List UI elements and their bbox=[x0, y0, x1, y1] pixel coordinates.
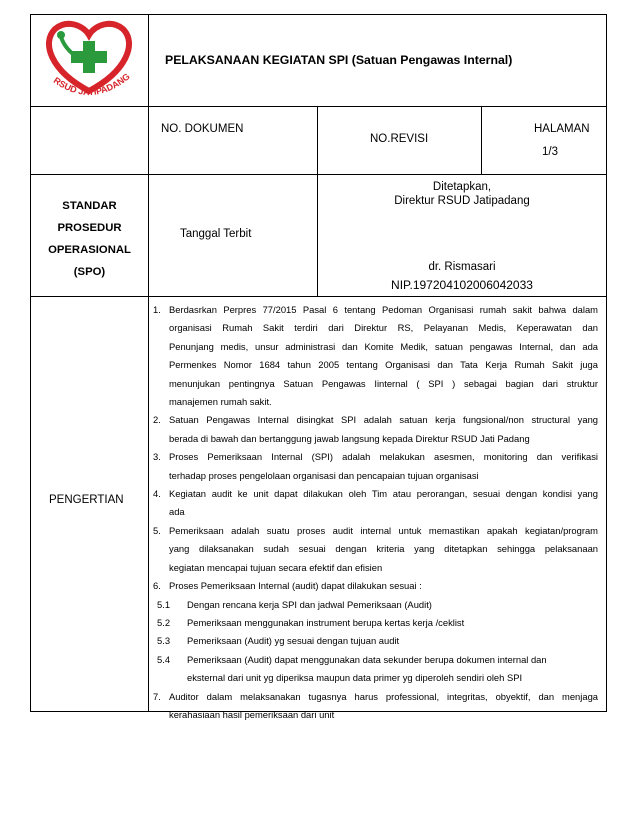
list-number: 1. bbox=[153, 304, 161, 315]
list-text: organisasi Rumah Sakit terdiri dari Direktur RS, Pelayanan Medis, Keperawatan dan bbox=[169, 322, 598, 334]
list-text: Auditor dalam melaksanakan tugasnya harus professional, integritas, obyektif, dan menjaga bbox=[169, 690, 598, 702]
list-line bbox=[153, 356, 598, 374]
spo-cell bbox=[31, 175, 149, 296]
list-text: Dengan rencana kerja SPI dan jadwal Pemeriksaan (Audit) bbox=[187, 598, 432, 610]
title-cell bbox=[149, 15, 606, 106]
list-text: berada di bawah dan bertanggung jawab langsung kepada Direktur RSUD Jati Padang bbox=[169, 432, 530, 444]
list-line bbox=[153, 706, 598, 724]
list-number: 5.2 bbox=[157, 616, 171, 628]
list-text: Proses Pemeriksaan Internal (SPI) adalah melakukan asesmen, monitoring dan verifikasi bbox=[169, 451, 598, 463]
list-number: 6. bbox=[153, 580, 161, 592]
list-number bbox=[153, 540, 169, 558]
sub-list-line bbox=[153, 651, 598, 669]
list-line bbox=[153, 540, 598, 558]
document-title: PELAKSANAAN KEGIATAN SPI (Satuan Pengawas Internal) bbox=[165, 53, 513, 67]
pengertian-row bbox=[31, 297, 606, 720]
list-line bbox=[153, 430, 598, 448]
list-line bbox=[153, 485, 598, 503]
list-text: terhadap proses pengelolaan organisasi dan pencapaian tujuan organisasi bbox=[169, 469, 479, 481]
list-number: 3. bbox=[153, 451, 161, 463]
list-text: manajemen rumah sakit. bbox=[169, 396, 272, 408]
list-line bbox=[153, 319, 598, 337]
halaman-label: HALAMAN bbox=[534, 123, 590, 135]
pengertian-label-cell bbox=[31, 297, 149, 711]
list-text: Kegiatan audit ke unit dapat dilakukan oleh Tim atau perorangan, sesuai dengan kondisi yang bbox=[169, 488, 598, 500]
list-text: Permenkes Nomor 1684 tahun 2005 tentang Organisasi dan Tata Kerja Rumah Sakit juga bbox=[169, 359, 598, 371]
list-text: Proses Pemeriksaan Internal (audit) dapat dilakukan sesuai : bbox=[169, 580, 422, 592]
spo-line-1: STANDAR bbox=[62, 200, 117, 212]
list-number bbox=[153, 393, 169, 411]
list-number bbox=[153, 375, 169, 393]
spo-line-4: (SPO) bbox=[73, 266, 106, 278]
list-number: 4. bbox=[153, 488, 161, 500]
list-number bbox=[153, 706, 169, 724]
list-line bbox=[153, 301, 598, 319]
signer-nip: NIP.197204102006042033 bbox=[391, 278, 533, 292]
list-text: Pemeriksaan (Audit) yg sesuai dengan tujuan audit bbox=[187, 635, 400, 647]
list-number bbox=[153, 669, 187, 687]
list-line bbox=[153, 503, 598, 521]
sub-list-line bbox=[153, 614, 598, 632]
ditetapkan-label: Ditetapkan, bbox=[432, 181, 492, 193]
logo-cell bbox=[31, 15, 149, 106]
list-line bbox=[153, 375, 598, 393]
no-revisi-cell bbox=[318, 107, 482, 174]
list-line bbox=[153, 559, 598, 577]
tanggal-terbit-label: Tanggal Terbit bbox=[180, 228, 252, 240]
tanggal-cell bbox=[149, 175, 318, 296]
list-number: 5. bbox=[153, 524, 161, 536]
list-text: eksternal dari unit yg diperiksa maupun data primer yg diperoleh sendiri oleh SPI bbox=[187, 672, 523, 684]
list-number bbox=[153, 338, 169, 356]
logo-text: RSUD JATIPADANG bbox=[51, 71, 132, 98]
pengertian-body bbox=[149, 297, 606, 724]
ditetapkan-cell bbox=[318, 175, 606, 296]
spo-line-3: OPERASIONAL bbox=[48, 244, 131, 256]
header-row bbox=[31, 15, 606, 107]
list-text: yang dilaksanakan sudah sesuai dengan kriteria yang ditetapkan sehingga pelaksanaan bbox=[169, 543, 598, 555]
sub-list-line bbox=[153, 632, 598, 650]
list-line bbox=[153, 522, 598, 540]
list-line bbox=[153, 688, 598, 706]
list-text: Penunjang medis, unsur administrasi dan Komite Medik, satuan pengawas Internal, dan ada bbox=[169, 340, 598, 352]
list-text: Satuan Pengawas Internal disingkat SPI adalah satuan kerja fungsional/non structural yang bbox=[169, 414, 598, 426]
list-number bbox=[153, 503, 169, 521]
signer-name: dr. Rismasari bbox=[428, 261, 496, 273]
list-text: kerahasiaan hasil pemeriksaan dari unit bbox=[169, 708, 335, 720]
list-line bbox=[153, 467, 598, 485]
list-number bbox=[153, 430, 169, 448]
spo-line-2: PROSEDUR bbox=[57, 222, 122, 234]
no-dokumen-label: NO. DOKUMEN bbox=[161, 123, 244, 135]
list-number: 7. bbox=[153, 690, 161, 702]
halaman-cell bbox=[482, 107, 606, 174]
hospital-logo-icon bbox=[31, 15, 147, 105]
list-line bbox=[153, 393, 598, 411]
list-text: Pemeriksaan adalah suatu proses audit internal untuk memastikan apakah kegiatan/program bbox=[169, 524, 598, 536]
list-line bbox=[153, 448, 598, 466]
no-revisi-label: NO.REVISI bbox=[370, 133, 429, 145]
list-text: Pemeriksaan (Audit) dapat menggunakan data sekunder berupa dokumen internal dan bbox=[187, 653, 547, 665]
list-number bbox=[153, 559, 169, 577]
pengertian-label: PENGERTIAN bbox=[49, 494, 124, 506]
list-text: menunjukan pentingnya Satuan Pengawas Iinternal ( SPI ) sebagai bagian dari struktur bbox=[169, 377, 598, 389]
list-number bbox=[153, 467, 169, 485]
list-line bbox=[153, 577, 598, 595]
no-dokumen-cell bbox=[149, 107, 318, 174]
list-number: 5.4 bbox=[157, 653, 171, 665]
list-line bbox=[153, 338, 598, 356]
sop-document bbox=[30, 14, 607, 720]
sub-list-line bbox=[153, 669, 598, 687]
list-text: ada bbox=[169, 506, 185, 518]
list-number: 5.1 bbox=[157, 598, 171, 610]
list-number bbox=[153, 319, 169, 337]
pengertian-content-cell bbox=[149, 297, 606, 720]
spo-row bbox=[31, 175, 606, 297]
list-text: Pemeriksaan menggunakan instrument berupa kertas kerja /ceklist bbox=[187, 616, 465, 628]
list-line bbox=[153, 411, 598, 429]
sub-list-line bbox=[153, 596, 598, 614]
direktur-label: Direktur RSUD Jatipadang bbox=[394, 195, 530, 207]
list-text: Berdasrkan Perpres 77/2015 Pasal 6 tentang Pedoman Organisasi rumah sakit bahwa dalam bbox=[169, 304, 598, 315]
halaman-value: 1/3 bbox=[542, 146, 558, 158]
list-text: kegiatan mencapai tujuan secara efektif dan efisien bbox=[169, 561, 383, 573]
meta-row bbox=[31, 107, 606, 175]
list-number bbox=[153, 356, 169, 374]
list-number: 5.3 bbox=[157, 635, 171, 647]
meta-empty-cell bbox=[31, 107, 149, 174]
list-number: 2. bbox=[153, 414, 161, 426]
